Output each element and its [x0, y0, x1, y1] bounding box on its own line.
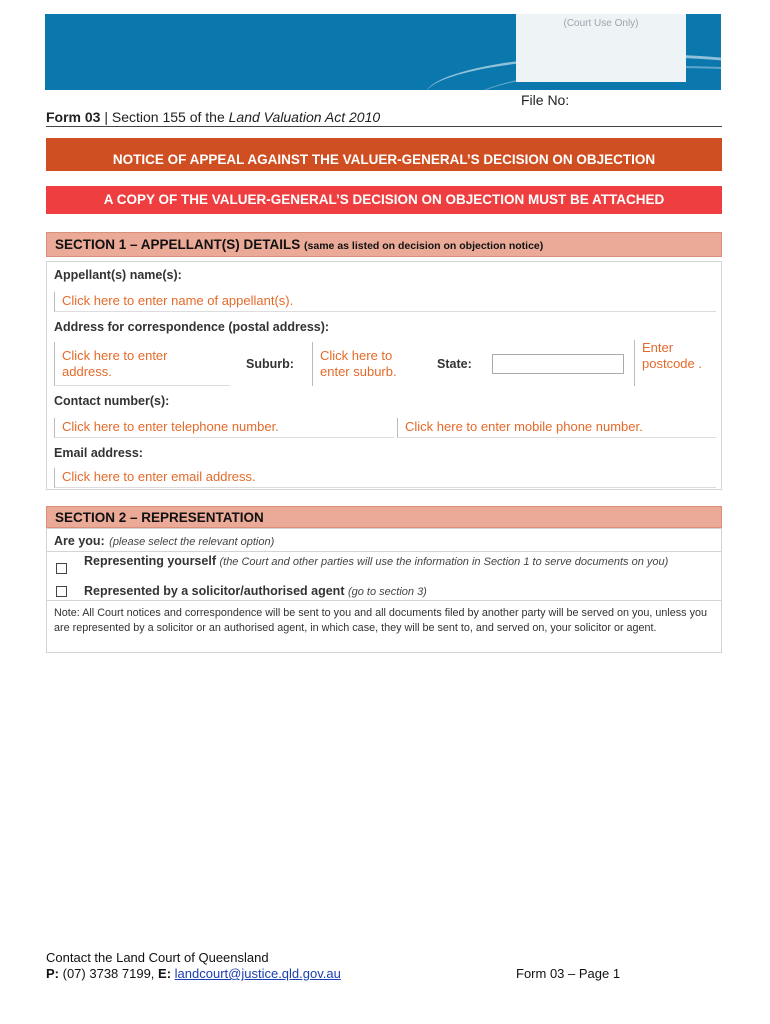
form-section: | Section 155 of the	[104, 109, 225, 125]
are-you-hint: (please select the relevant option)	[109, 536, 275, 548]
footer-phone-prefix: P:	[46, 966, 59, 981]
state-label: State:	[437, 357, 472, 371]
footer-page-label: Form 03 – Page 1	[516, 966, 621, 981]
mobile-placeholder: Click here to enter mobile phone number.	[405, 419, 643, 434]
mobile-field[interactable]	[397, 418, 716, 438]
address-label: Address for correspondence (postal address):	[54, 320, 330, 334]
section2-heading	[46, 506, 722, 528]
note-divider	[46, 600, 722, 601]
section1-heading	[46, 232, 722, 257]
section2-note: Note: All Court notices and correspondence will be sent to you and all documents filed by another party will be served on you, unless you are represented by a solicitor or an authorised agent, in which case, they will be sent to, and served on, your solicitor or agent.	[54, 607, 707, 634]
option2-label: Represented by a solicitor/authorised agent	[84, 584, 345, 598]
footer-email-prefix: E:	[158, 966, 172, 981]
are-you-row	[54, 532, 274, 550]
address-field[interactable]	[54, 342, 230, 386]
footer-contact-line: Contact the Land Court of Queensland	[46, 950, 269, 965]
represented-by-agent-option	[84, 584, 427, 598]
section1-title: SECTION 1 – APPELLANT(S) DETAILS	[55, 237, 301, 252]
option1-hint: (the Court and other parties will use the information in Section 1 to serve documents on you)	[219, 556, 669, 568]
representing-yourself-checkbox[interactable]	[56, 563, 67, 574]
section1-subtitle: (same as listed on decision on objection notice)	[304, 240, 544, 252]
telephone-field[interactable]	[54, 418, 394, 438]
email-placeholder: Click here to enter email address.	[62, 469, 256, 484]
footer-phone: (07) 3738 7199,	[62, 966, 155, 981]
court-use-only-label: (Court Use Only)	[563, 18, 639, 29]
appellant-name-label: Appellant(s) name(s):	[54, 268, 182, 282]
title-divider	[46, 126, 722, 127]
notice-title-bar: NOTICE OF APPEAL AGAINST THE VALUER-GENERAL’S DECISION ON OBJECTION	[46, 138, 722, 171]
suburb-placeholder: Click here to enter suburb.	[320, 348, 397, 379]
state-select[interactable]	[492, 354, 624, 374]
appellant-name-field[interactable]	[54, 292, 716, 312]
postcode-field[interactable]	[634, 340, 716, 386]
footer-email-link[interactable]: landcourt@justice.qld.gov.au	[174, 966, 341, 981]
form-title-line	[46, 109, 380, 125]
telephone-placeholder: Click here to enter telephone number.	[62, 419, 279, 434]
email-field[interactable]	[54, 468, 716, 488]
suburb-field[interactable]	[312, 342, 420, 386]
section2-divider	[46, 551, 722, 552]
copy-attached-bar: A COPY OF THE VALUER-GENERAL’S DECISION ON OBJECTION MUST BE ATTACHED	[46, 186, 722, 214]
representing-yourself-option	[84, 554, 684, 569]
file-no-label: File No:	[521, 92, 570, 108]
form-act: Land Valuation Act 2010	[228, 109, 381, 125]
postcode-placeholder: Enter postcode .	[642, 340, 702, 371]
form-number: Form 03	[46, 109, 101, 125]
address-placeholder: Click here to enter address.	[62, 348, 168, 379]
option1-label: Representing yourself	[84, 554, 216, 568]
contact-number-label: Contact number(s):	[54, 394, 170, 408]
represented-by-agent-checkbox[interactable]	[56, 586, 67, 597]
suburb-label: Suburb:	[246, 357, 294, 371]
email-label: Email address:	[54, 446, 143, 460]
court-use-only-box	[516, 14, 686, 82]
appellant-name-placeholder: Click here to enter name of appellant(s).	[62, 293, 294, 308]
section2-title: SECTION 2 – REPRESENTATION	[55, 510, 264, 525]
option2-hint: (go to section 3)	[347, 586, 427, 598]
are-you-label: Are you:	[54, 534, 105, 548]
footer-contact-details	[46, 966, 341, 981]
